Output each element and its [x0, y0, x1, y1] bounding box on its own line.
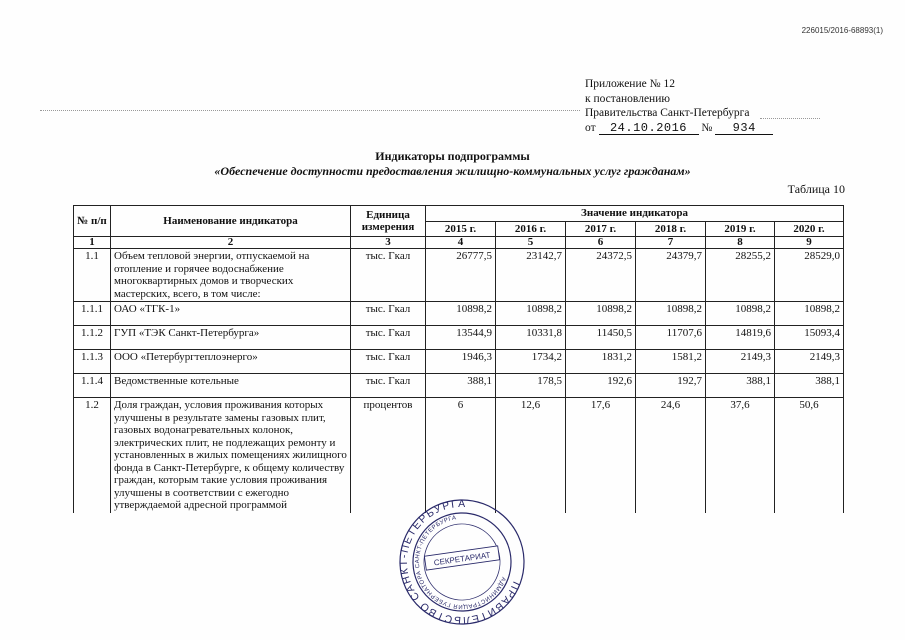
row-value: 10898,2	[566, 302, 636, 326]
document-id: 226015/2016-68893(1)	[801, 26, 883, 35]
row-unit: тыс. Гкал	[351, 249, 426, 302]
date-prefix: от	[585, 121, 596, 134]
header-year: 2019 г.	[706, 221, 775, 237]
row-value: 11450,5	[566, 326, 636, 350]
scan-dotted-line	[40, 110, 580, 111]
header-num: № п/п	[74, 206, 111, 237]
header-year: 2020 г.	[775, 221, 844, 237]
stamp-outer-text: ПРАВИТЕЛЬСТВО САНКТ-ПЕТЕРБУРГА	[397, 497, 523, 627]
official-seal-stamp	[397, 497, 527, 627]
row-value: 10898,2	[775, 302, 844, 326]
row-indicator-name: Доля граждан, условия проживания которых улучшены в результате замены газовых плит, газовых водонагревательных колонок, электрических плит, не подлежащих ремонту и установленных в жилых помещениях жилищного фонда в Санкт-Петербурге, к общему количеству граждан, которым такие условия проживания улучшены в соответствии с ежегодно утверждаемой адресной программой	[111, 398, 351, 513]
row-indicator-name: Объем тепловой энергии, отпускаемой на отопление и горячее водоснабжение многоквартирных домов и творческих мастерских, всего, в том числе:	[111, 249, 351, 302]
row-value: 24372,5	[566, 249, 636, 302]
table-row	[74, 398, 844, 513]
row-num: 1.1.1	[74, 302, 111, 326]
column-number: 2	[111, 237, 351, 249]
row-indicator-name: ГУП «ТЭК Санкт-Петербурга»	[111, 326, 351, 350]
number-prefix: №	[701, 121, 713, 134]
row-value: 388,1	[706, 374, 775, 398]
row-unit: тыс. Гкал	[351, 326, 426, 350]
appendix-line-3: Правительства Санкт-Петербурга	[585, 107, 750, 119]
column-number: 7	[636, 237, 706, 249]
row-num: 1.1.2	[74, 326, 111, 350]
row-num: 1.1.3	[74, 350, 111, 374]
row-value: 1734,2	[496, 350, 566, 374]
resolution-date: 24.10.2016	[599, 122, 699, 135]
header-name: Наименование индикатора	[111, 206, 351, 237]
row-value: 192,7	[636, 374, 706, 398]
row-value: 15093,4	[775, 326, 844, 350]
column-number-row	[74, 237, 844, 249]
appendix-block	[585, 77, 773, 135]
header-year: 2017 г.	[566, 221, 636, 237]
indicators-table	[73, 205, 844, 513]
row-value: 388,1	[426, 374, 496, 398]
table-row	[74, 249, 844, 302]
row-unit: процентов	[351, 398, 426, 513]
header-year: 2018 г.	[636, 221, 706, 237]
row-value: 1581,2	[636, 350, 706, 374]
column-number: 9	[775, 237, 844, 249]
row-value: 1946,3	[426, 350, 496, 374]
row-value: 24,6	[636, 398, 706, 513]
resolution-number: 934	[715, 122, 773, 135]
appendix-line-2: к постановлению	[585, 92, 670, 105]
header-unit: Единица измерения	[351, 206, 426, 237]
row-value: 13544,9	[426, 326, 496, 350]
row-value: 2149,3	[706, 350, 775, 374]
row-value: 10898,2	[636, 302, 706, 326]
row-value: 28529,0	[775, 249, 844, 302]
row-num: 1.1.4	[74, 374, 111, 398]
row-value: 10331,8	[496, 326, 566, 350]
row-value: 14819,6	[706, 326, 775, 350]
row-value: 28255,2	[706, 249, 775, 302]
row-indicator-name: ОАО «ТГК-1»	[111, 302, 351, 326]
stamp-center-text: СЕКРЕТАРИАТ	[433, 550, 492, 568]
row-value: 12,6	[496, 398, 566, 513]
appendix-date-line	[585, 121, 773, 136]
row-value: 11707,6	[636, 326, 706, 350]
row-indicator-name: ООО «Петербургтеплоэнерго»	[111, 350, 351, 374]
row-value: 2149,3	[775, 350, 844, 374]
row-value: 23142,7	[496, 249, 566, 302]
document-title	[0, 149, 905, 179]
header-year: 2015 г.	[426, 221, 496, 237]
row-value: 24379,7	[636, 249, 706, 302]
row-value: 192,6	[566, 374, 636, 398]
table-row	[74, 326, 844, 350]
row-indicator-name: Ведомственные котельные	[111, 374, 351, 398]
row-value: 26777,5	[426, 249, 496, 302]
header-value-group: Значение индикатора	[426, 206, 844, 222]
column-number: 5	[496, 237, 566, 249]
row-value: 10898,2	[706, 302, 775, 326]
row-value: 10898,2	[496, 302, 566, 326]
column-number: 1	[74, 237, 111, 249]
table-row	[74, 350, 844, 374]
row-value: 37,6	[706, 398, 775, 513]
row-value: 10898,2	[426, 302, 496, 326]
row-unit: тыс. Гкал	[351, 350, 426, 374]
appendix-line-1: Приложение № 12	[585, 78, 675, 90]
title-main: Индикаторы подпрограммы	[375, 149, 530, 163]
table-row	[74, 302, 844, 326]
row-num: 1.1	[74, 249, 111, 302]
row-value: 388,1	[775, 374, 844, 398]
stamp-inner-text: АДМИНИСТРАЦИЯ ГУБЕРНАТОРА САНКТ-ПЕТЕРБУРГА	[414, 515, 507, 610]
row-num: 1.2	[74, 398, 111, 513]
row-value: 6	[426, 398, 496, 513]
row-unit: тыс. Гкал	[351, 374, 426, 398]
header-row-1	[74, 206, 844, 222]
row-value: 1831,2	[566, 350, 636, 374]
table-label: Таблица 10	[787, 182, 845, 196]
title-subprogram: «Обеспечение доступности предоставления жилищно-коммунальных услуг гражданам»	[214, 164, 691, 178]
table-row	[74, 374, 844, 398]
row-value: 178,5	[496, 374, 566, 398]
row-value: 17,6	[566, 398, 636, 513]
row-value: 50,6	[775, 398, 844, 513]
header-year: 2016 г.	[496, 221, 566, 237]
column-number: 6	[566, 237, 636, 249]
column-number: 4	[426, 237, 496, 249]
row-unit: тыс. Гкал	[351, 302, 426, 326]
column-number: 8	[706, 237, 775, 249]
column-number: 3	[351, 237, 426, 249]
